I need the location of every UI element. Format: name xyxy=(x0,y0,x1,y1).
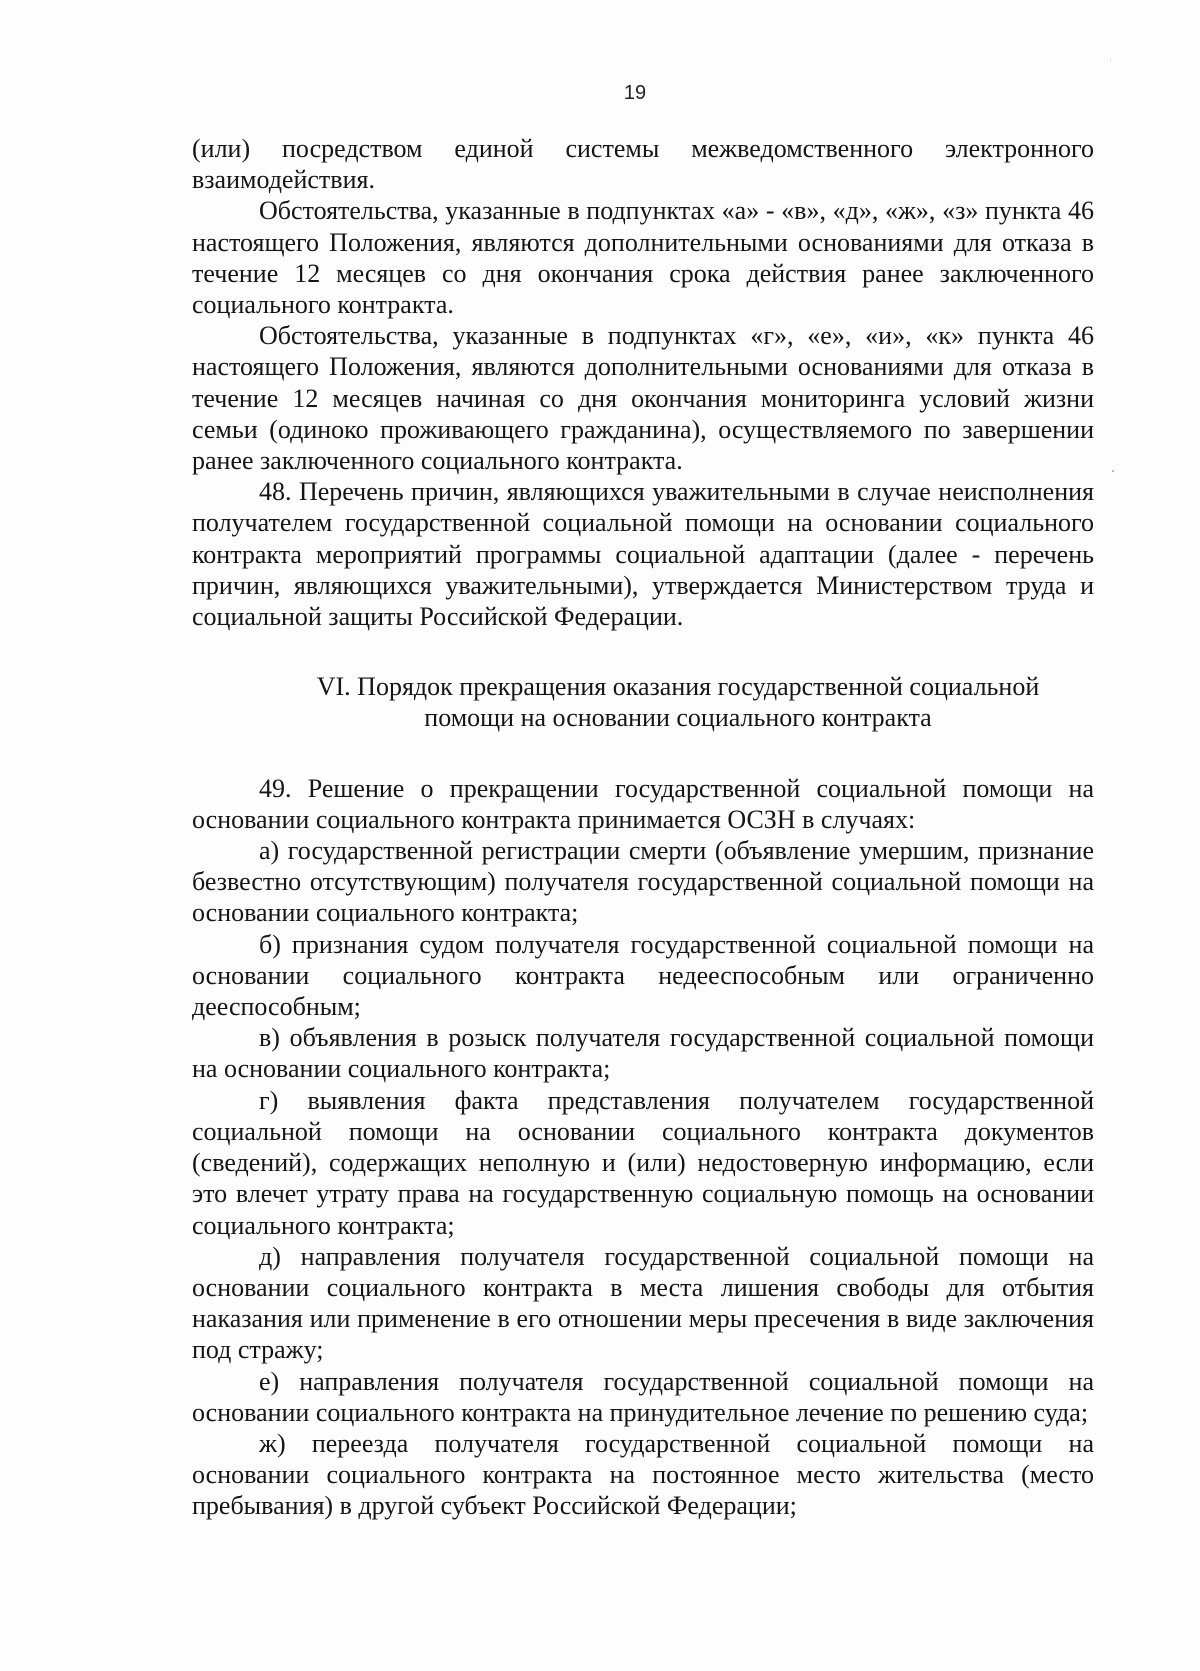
page-number: 19 xyxy=(623,82,647,104)
paragraph-circumstances-2: Обстоятельства, указанные в подпунктах «г», «е», «и», «к» пункта 46 настоящего Положения, являются дополнительными основаниями для отказа в течение 12 месяцев начиная со дня окончания мониторинга условий жизни семьи (одиноко проживающего гражданина), осуществляемого по завершении ранее заключенного социального контракта. xyxy=(192,321,1094,476)
list-item-d: д) направления получателя государственной социальной помощи на основании социального контракта в места лишения свободы для отбытия наказания или применение в его отношении меры пресечения в виде заключения под стражу; xyxy=(192,1241,1094,1365)
section-heading xyxy=(192,671,1094,733)
paragraph-circumstances-1: Обстоятельства, указанные в подпунктах «а» - «в», «д», «ж», «з» пункта 46 настоящего Положения, являются дополнительными основаниями для отказа в течение 12 месяцев со дня окончания срока действия ранее заключенного социального контракта. xyxy=(192,196,1094,320)
list-item-e: е) направления получателя государственной социальной помощи на основании социального контракта на принудительное лечение по решению суда; xyxy=(192,1366,1094,1427)
list-item-a: а) государственной регистрации смерти (объявление умершим, признание безвестно отсутствующим) получателя государственной социальной помощи на основании социального контракта; xyxy=(192,836,1094,928)
section-heading-line-1: VI. Порядок прекращения оказания государственной социальной xyxy=(316,672,1040,702)
list-item-v: в) объявления в розыск получателя государственной социальной помощи на основании социального контракта; xyxy=(192,1023,1094,1084)
paragraph-49: 49. Решение о прекращении государственной социальной помощи на основании социального контракта принимается ОСЗН в случаях: xyxy=(192,773,1094,834)
scan-artifact-mark xyxy=(1112,470,1114,472)
scan-artifact-mark xyxy=(1110,60,1111,61)
section-heading-line-2: помощи на основании социального контракта xyxy=(424,703,932,733)
list-item-g: г) выявления факта представления получателем государственной социальной помощи на основании социального контракта документов (сведений), содержащих неполную и (или) недостоверную информацию, если это влечет утрату права на государственную социальную помощь на основании социального контракта; xyxy=(192,1085,1094,1240)
document-body xyxy=(192,133,1094,1522)
paragraph-continuation: (или) посредством единой системы межведомственного электронного взаимодействия. xyxy=(192,134,1094,195)
list-item-b: б) признания судом получателя государственной социальной помощи на основании социального контракта недееспособным или ограниченно дееспособным; xyxy=(192,929,1094,1022)
list-item-zh: ж) переезда получателя государственной социальной помощи на основании социального контракта на постоянное место жительства (место пребывания) в другой субъект Российской Федерации; xyxy=(192,1428,1094,1521)
paragraph-48: 48. Перечень причин, являющихся уважительными в случае неисполнения получателем государственной социальной помощи на основании социального контракта мероприятий программы социальной адаптации (далее - перечень причин, являющихся уважительными), утверждается Министерством труда и социальной защиты Российской Федерации. xyxy=(192,477,1094,632)
